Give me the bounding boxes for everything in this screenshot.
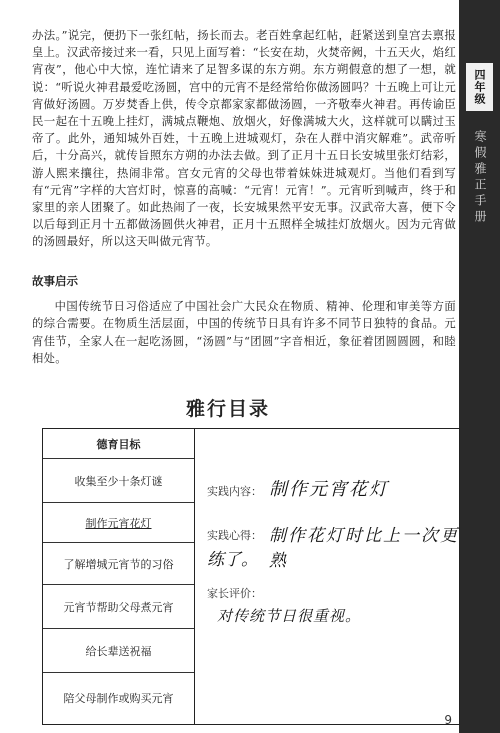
goal-item: 陪父母制作或购买元宵: [63, 692, 174, 705]
practice-reflection-line1: 制作花灯时比上一次更熟: [269, 526, 459, 571]
parent-eval-value: 对传统节日很重视。: [217, 607, 362, 625]
goal-item: 给长辈送祝福: [43, 629, 194, 673]
practice-reflection-label: 实践心得：: [207, 529, 262, 542]
practice-content-label: 实践内容：: [207, 485, 262, 498]
goal-item: 制作元宵花灯: [43, 503, 194, 543]
grade-label: 四年级: [466, 63, 493, 111]
enlightenment-heading: 故事启示: [32, 273, 78, 288]
parent-eval-label: 家长评价：: [207, 587, 262, 600]
side-tab: [459, 0, 500, 733]
goal-item: 收集至少十条灯谜: [43, 459, 194, 503]
practice-column: [195, 429, 459, 724]
goal-item: 了解增城元宵节的习俗: [43, 543, 194, 585]
goals-column: [43, 429, 195, 724]
goal-item: 元宵节帮助父母煮元宵: [43, 585, 194, 629]
catalog-table: [42, 428, 460, 725]
main-content: [32, 0, 456, 368]
goals-header: 德育目标: [43, 429, 194, 459]
practice-content-value: 制作元宵花灯: [269, 479, 389, 500]
catalog-title: 雅行目录: [185, 398, 270, 420]
practice-reflection-line2: 练了。: [207, 550, 258, 570]
story-text: 办法。”说完，便扔下一张红帖，扬长而去。老百姓拿起红帖，赶紧送到皇宫去禀报皇上。汉武帝接过来一看，只见上面写着：“长安在劫，火焚帝阙，十五天火，焰红宵夜”，他心中大惊，连忙请来了足智多谋的东方朔。东方朔假意的想了一想，就说：“听说火神君最爱吃汤圆，宫中的元宵不是经常给你做汤圆吗？十五晚上可让元宵做好汤圆。万岁焚香上供，传令京都家家都做汤圆，一齐敬奉火神君。再传谕臣民一起在十五晚上挂灯，满城点鞭炮、放烟火，好像满城大火，这样就可以瞒过玉帝了。此外，通知城外百姓，十五晚上进城观灯，杂在人群中消灾解难”。武帝听后，十分高兴，就传旨照东方朔的办法去做。到了正月十五日长安城里张灯结彩，游人熙来攘往，热闹非常。宫女元宵的父母也带着妹妹进城观灯。当他们看到写有“元宵”字样的大宫灯时，惊喜的高喊：“元宵！元宵！”。元宵听到喊声，终于和家里的亲人团聚了。如此热闹了一夜，长安城果然平安无事。汉武帝大喜，便下令以后每到正月十五都做汤圆供火神君，正月十五照样全城挂灯放烟火。因为元宵做的汤圆最好，所以这天叫做元宵节。: [32, 28, 456, 249]
handbook-title: 寒假雅正手册: [473, 130, 487, 226]
page-number: 9: [444, 713, 452, 727]
enlightenment-text: 中国传统节日习俗适应了中国社会广大民众在物质、精神、伦理和审美等方面的综合需要。在物质生活层面，中国的传统节日具有许多不同节日独特的食品。元宵佳节，全家人在一起吃汤圆，“汤圆”与“团圆”字音相近，象征着团圆圆圆，和睦相处。: [32, 299, 456, 366]
